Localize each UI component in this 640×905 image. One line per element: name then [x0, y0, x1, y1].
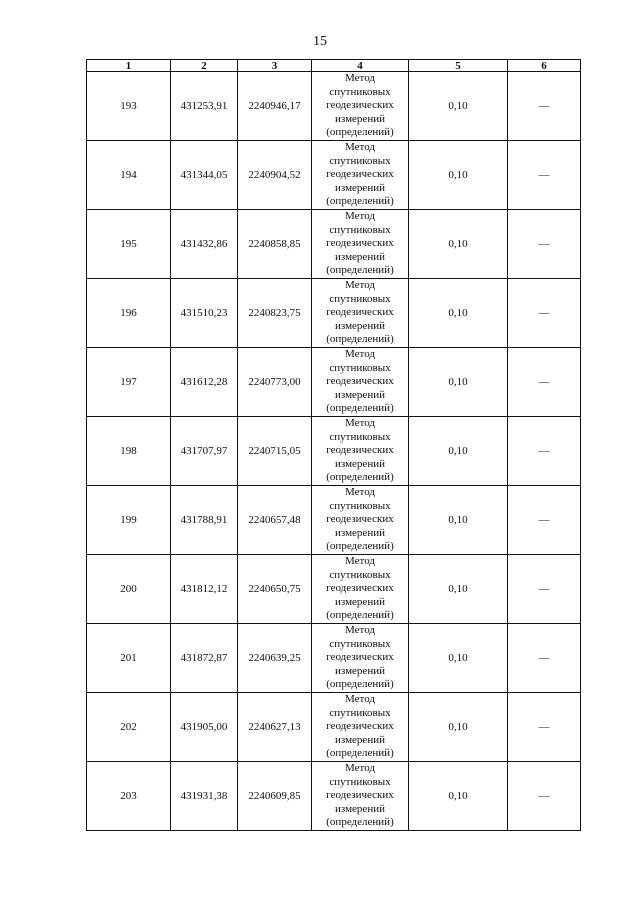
method-line: спутниковых: [329, 637, 391, 650]
table-row: [87, 762, 581, 831]
method-line: (определений): [326, 333, 394, 346]
method-line: (определений): [326, 747, 394, 760]
method-cell: [312, 141, 409, 210]
column-header-1: 1: [87, 60, 171, 72]
method-line: (определений): [326, 126, 394, 139]
y-coordinate-cell: 2240715,05: [238, 417, 312, 486]
x-coordinate-cell: 431872,87: [171, 624, 238, 693]
table-body: [87, 72, 581, 831]
x-coordinate-cell: 431812,12: [171, 555, 238, 624]
accuracy-cell: 0,10: [409, 555, 508, 624]
table-row: [87, 348, 581, 417]
method-line: Метод: [345, 348, 375, 361]
method-line: спутниковых: [329, 85, 391, 98]
table-row: [87, 417, 581, 486]
method-line: Метод: [345, 555, 375, 568]
method-line: спутниковых: [329, 223, 391, 236]
method-line: геодезических: [326, 99, 394, 112]
header-row: [87, 60, 581, 72]
accuracy-cell: 0,10: [409, 210, 508, 279]
table-row: [87, 486, 581, 555]
method-line: измерений: [335, 457, 385, 470]
table-row: [87, 141, 581, 210]
note-cell: —: [508, 486, 581, 555]
note-cell: —: [508, 417, 581, 486]
x-coordinate-cell: 431253,91: [171, 72, 238, 141]
point-number-cell: 197: [87, 348, 171, 417]
note-cell: —: [508, 210, 581, 279]
y-coordinate-cell: 2240904,52: [238, 141, 312, 210]
method-line: спутниковых: [329, 499, 391, 512]
method-line: измерений: [335, 595, 385, 608]
table-row: [87, 72, 581, 141]
method-cell: [312, 417, 409, 486]
method-line: геодезических: [326, 513, 394, 526]
table-row: [87, 555, 581, 624]
note-cell: —: [508, 72, 581, 141]
method-line: геодезических: [326, 237, 394, 250]
method-cell: [312, 348, 409, 417]
table-row: [87, 279, 581, 348]
method-line: спутниковых: [329, 361, 391, 374]
note-cell: —: [508, 624, 581, 693]
method-line: (определений): [326, 816, 394, 829]
method-line: спутниковых: [329, 430, 391, 443]
method-line: Метод: [345, 417, 375, 430]
x-coordinate-cell: 431707,97: [171, 417, 238, 486]
note-cell: —: [508, 555, 581, 624]
accuracy-cell: 0,10: [409, 624, 508, 693]
x-coordinate-cell: 431612,28: [171, 348, 238, 417]
method-line: (определений): [326, 609, 394, 622]
method-line: геодезических: [326, 168, 394, 181]
method-line: Метод: [345, 72, 375, 85]
method-cell: [312, 279, 409, 348]
method-line: Метод: [345, 693, 375, 706]
method-line: измерений: [335, 388, 385, 401]
method-line: (определений): [326, 678, 394, 691]
y-coordinate-cell: 2240858,85: [238, 210, 312, 279]
note-cell: —: [508, 762, 581, 831]
method-cell: [312, 693, 409, 762]
x-coordinate-cell: 431510,23: [171, 279, 238, 348]
accuracy-cell: 0,10: [409, 72, 508, 141]
method-line: измерений: [335, 664, 385, 677]
accuracy-cell: 0,10: [409, 348, 508, 417]
method-line: геодезических: [326, 444, 394, 457]
method-line: (определений): [326, 264, 394, 277]
y-coordinate-cell: 2240657,48: [238, 486, 312, 555]
note-cell: —: [508, 348, 581, 417]
point-number-cell: 198: [87, 417, 171, 486]
method-line: спутниковых: [329, 154, 391, 167]
y-coordinate-cell: 2240639,25: [238, 624, 312, 693]
note-cell: —: [508, 693, 581, 762]
method-line: измерений: [335, 112, 385, 125]
method-line: (определений): [326, 540, 394, 553]
method-line: Метод: [345, 762, 375, 775]
y-coordinate-cell: 2240609,85: [238, 762, 312, 831]
method-line: измерений: [335, 802, 385, 815]
method-line: Метод: [345, 486, 375, 499]
method-line: спутниковых: [329, 568, 391, 581]
point-number-cell: 196: [87, 279, 171, 348]
accuracy-cell: 0,10: [409, 279, 508, 348]
column-header-5: 5: [409, 60, 508, 72]
table-row: [87, 624, 581, 693]
point-number-cell: 202: [87, 693, 171, 762]
method-line: (определений): [326, 402, 394, 415]
method-line: спутниковых: [329, 706, 391, 719]
y-coordinate-cell: 2240946,17: [238, 72, 312, 141]
x-coordinate-cell: 431432,86: [171, 210, 238, 279]
method-line: измерений: [335, 526, 385, 539]
x-coordinate-cell: 431788,91: [171, 486, 238, 555]
x-coordinate-cell: 431931,38: [171, 762, 238, 831]
column-header-2: 2: [171, 60, 238, 72]
method-line: Метод: [345, 141, 375, 154]
method-line: геодезических: [326, 789, 394, 802]
y-coordinate-cell: 2240773,00: [238, 348, 312, 417]
point-number-cell: 201: [87, 624, 171, 693]
method-line: измерений: [335, 733, 385, 746]
column-header-4: 4: [312, 60, 409, 72]
note-cell: —: [508, 279, 581, 348]
method-line: (определений): [326, 471, 394, 484]
x-coordinate-cell: 431905,00: [171, 693, 238, 762]
method-line: геодезических: [326, 582, 394, 595]
method-cell: [312, 210, 409, 279]
table-row: [87, 693, 581, 762]
method-cell: [312, 72, 409, 141]
method-line: (определений): [326, 195, 394, 208]
method-line: геодезических: [326, 720, 394, 733]
point-number-cell: 195: [87, 210, 171, 279]
method-cell: [312, 624, 409, 693]
method-line: спутниковых: [329, 775, 391, 788]
accuracy-cell: 0,10: [409, 486, 508, 555]
x-coordinate-cell: 431344,05: [171, 141, 238, 210]
method-line: спутниковых: [329, 292, 391, 305]
method-line: геодезических: [326, 651, 394, 664]
method-line: измерений: [335, 181, 385, 194]
page-number: 15: [313, 34, 327, 49]
method-line: геодезических: [326, 375, 394, 388]
accuracy-cell: 0,10: [409, 762, 508, 831]
point-number-cell: 200: [87, 555, 171, 624]
point-number-cell: 199: [87, 486, 171, 555]
point-number-cell: 193: [87, 72, 171, 141]
method-line: Метод: [345, 624, 375, 637]
method-line: измерений: [335, 319, 385, 332]
accuracy-cell: 0,10: [409, 693, 508, 762]
accuracy-cell: 0,10: [409, 417, 508, 486]
accuracy-cell: 0,10: [409, 141, 508, 210]
method-cell: [312, 486, 409, 555]
point-number-cell: 203: [87, 762, 171, 831]
point-number-cell: 194: [87, 141, 171, 210]
y-coordinate-cell: 2240650,75: [238, 555, 312, 624]
method-line: геодезических: [326, 306, 394, 319]
column-header-6: 6: [508, 60, 581, 72]
table-row: [87, 210, 581, 279]
method-cell: [312, 762, 409, 831]
y-coordinate-cell: 2240627,13: [238, 693, 312, 762]
note-cell: —: [508, 141, 581, 210]
method-line: измерений: [335, 250, 385, 263]
y-coordinate-cell: 2240823,75: [238, 279, 312, 348]
column-header-3: 3: [238, 60, 312, 72]
method-line: Метод: [345, 210, 375, 223]
method-line: Метод: [345, 279, 375, 292]
coordinates-table: [86, 59, 581, 831]
method-cell: [312, 555, 409, 624]
